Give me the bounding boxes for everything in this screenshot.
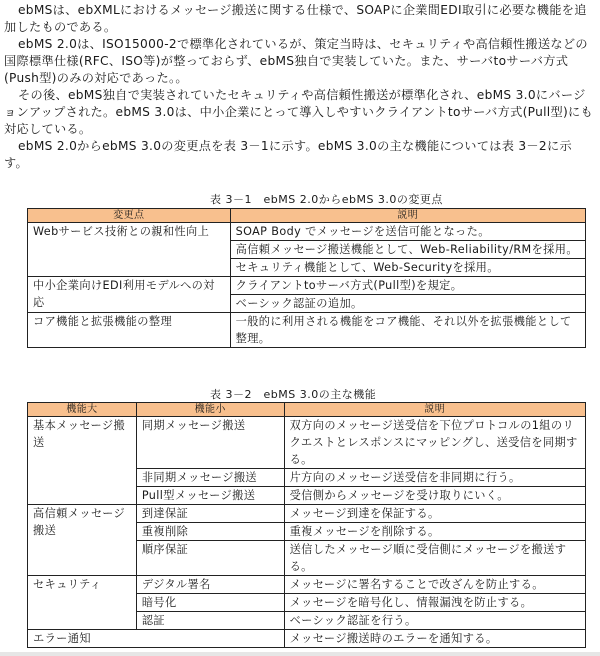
minor-function-cell: デジタル署名 — [136, 576, 284, 594]
header-description: 説明 — [284, 403, 585, 417]
table-row — [28, 417, 586, 469]
table-row — [28, 313, 586, 348]
minor-function-cell: 順序保証 — [136, 541, 284, 576]
description-cell: クライアントtoサーバ方式(Pull型)を規定。 — [230, 277, 585, 295]
features-table — [27, 402, 586, 648]
table-header-row — [28, 403, 586, 417]
description-cell: 双方向のメッセージ送受信を下位プロトコルの1組のリクエストとレスポンスにマッピングし、送受信を同期する。 — [284, 417, 585, 469]
change-point-cell: 中小企業向けEDI利用モデルへの対応 — [28, 277, 231, 313]
description-cell: メッセージ搬送時のエラーを通知する。 — [284, 630, 585, 648]
header-minor-function: 機能小 — [136, 403, 284, 417]
major-function-cell: セキュリティ — [28, 576, 137, 630]
header-description: 説明 — [230, 209, 585, 223]
change-point-cell: Webサービス技術との親和性向上 — [28, 223, 231, 277]
description-cell: メッセージを暗号化し、情報漏洩を防止する。 — [284, 594, 585, 612]
table-row — [28, 576, 586, 594]
minor-function-cell: 同期メッセージ搬送 — [136, 417, 284, 469]
description-cell: 高信頼メッセージ搬送機能として、Web-Reliability/RMを採用。 — [230, 241, 585, 259]
description-cell: セキュリティ機能として、Web-Securityを採用。 — [230, 259, 585, 277]
paragraph-ebms3: その後、ebMS独自で実装されていたセキュリティや高信頼性搬送が標準化され、ebMS 3.0にバージョンアップされた。ebMS 3.0は、中小企業にとって導入しやすいクライアントtoサーバ方式(Pull型)にも対応している。 — [4, 88, 594, 136]
description-cell: 送信したメッセージ順に受信側にメッセージを搬送する。 — [284, 541, 585, 576]
minor-function-cell: 暗号化 — [136, 594, 284, 612]
change-point-cell: コア機能と拡張機能の整理 — [28, 313, 231, 348]
table-row — [28, 277, 586, 295]
description-cell: メッセージに署名することで改ざんを防止する。 — [284, 576, 585, 594]
description-cell: 片方向のメッセージ送受信を非同期に行う。 — [284, 469, 585, 487]
description-cell: ベーシック認証を行う。 — [284, 612, 585, 630]
table-row — [28, 630, 586, 648]
minor-function-cell: 到達保証 — [136, 505, 284, 523]
paragraph-ebms2: ebMS 2.0は、ISO15000-2で標準化されているが、策定当時は、セキュリティや高信頼性搬送などの国際標準仕様(RFC、ISO等)が整っておらず、ebMS独自で実装していた。また、サーバtoサーバ方式(Push型)のみの対応であった。。 — [4, 37, 588, 85]
major-function-cell: 基本メッセージ搬送 — [28, 417, 137, 505]
major-function-cell: エラー通知 — [28, 630, 285, 648]
changes-table — [27, 208, 586, 348]
paragraph-intro: ebMSは、ebXMLにおけるメッセージ搬送に関する仕様で、SOAPに企業間EDI取引に必要な機能を追加したものである。 — [4, 3, 587, 34]
table-row — [28, 505, 586, 523]
description-cell: 一般的に利用される機能をコア機能、それ以外を拡張機能として整理。 — [230, 313, 585, 348]
description-cell: SOAP Body でメッセージを送信可能となった。 — [230, 223, 585, 241]
table2-caption: 表 3－2 ebMS 3.0の主な機能 — [210, 388, 377, 401]
header-major-function: 機能大 — [28, 403, 137, 417]
page-bottom-edge — [0, 652, 600, 656]
table-row — [28, 223, 586, 241]
table-header-row — [28, 209, 586, 223]
minor-function-cell: 非同期メッセージ搬送 — [136, 469, 284, 487]
minor-function-cell: 認証 — [136, 612, 284, 630]
paragraph-table-refs: ebMS 2.0からebMS 3.0の変更点を表 3－1に示す。ebMS 3.0の主な機能については表 3－2に示す。 — [4, 139, 572, 170]
description-cell: 重複メッセージを削除する。 — [284, 523, 585, 541]
table1-caption: 表 3－1 ebMS 2.0からebMS 3.0の変更点 — [210, 193, 443, 206]
description-cell: ベーシック認証の追加。 — [230, 295, 585, 313]
description-cell: 受信側からメッセージを受け取りにいく。 — [284, 487, 585, 505]
minor-function-cell: 重複削除 — [136, 523, 284, 541]
minor-function-cell: Pull型メッセージ搬送 — [136, 487, 284, 505]
description-cell: メッセージ到達を保証する。 — [284, 505, 585, 523]
major-function-cell: 高信頼メッセージ搬送 — [28, 505, 137, 576]
header-change-point: 変更点 — [28, 209, 231, 223]
